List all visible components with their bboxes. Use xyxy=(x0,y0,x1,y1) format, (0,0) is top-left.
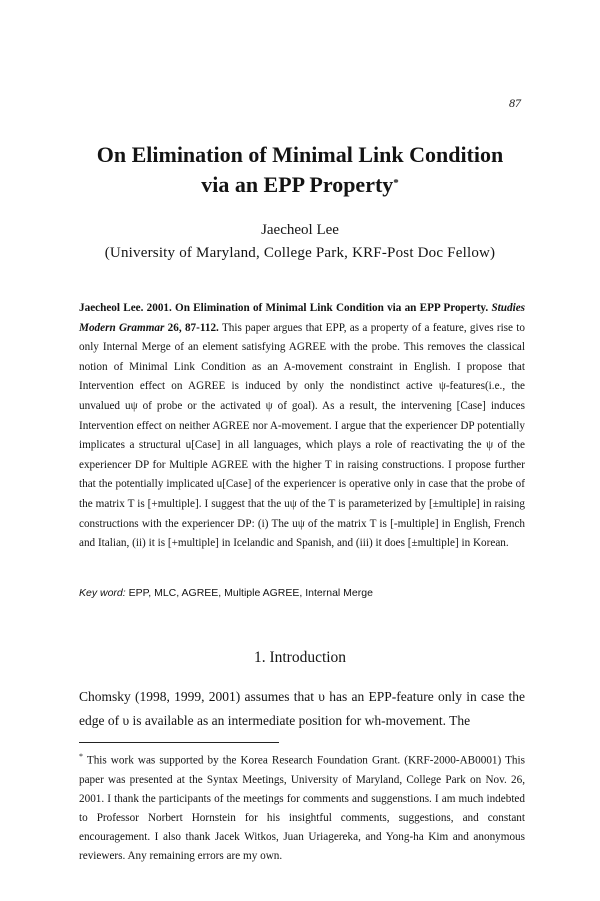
footnote-mark: * xyxy=(79,752,83,761)
intro-paragraph: Chomsky (1998, 1999, 2001) assumes that υ has an EPP-feature only in case the edge of υ is available as an intermediate position for wh-movement. The xyxy=(79,689,525,728)
author-name: Jaecheol Lee xyxy=(261,222,339,238)
page-number: 87 xyxy=(509,96,521,110)
footnote xyxy=(79,747,525,866)
keywords xyxy=(79,587,525,599)
footnote-text: This work was supported by the Korea Research Foundation Grant. (KRF-2000-AB0001) This paper was presented at the Syntax Meetings, University of Maryland, College Park on Nov. 26, 2001. I thank the participants of the meetings for comments and suggenstions. I am much indebted to Professor Norbert Hornstein for his insightful comments, suggestions, and constant encouragement. I also thank Jacek Witkos, Juan Uriagereka, and Yong-ha Kim and anonymous reviewers. Any remaining errors are my own. xyxy=(79,754,525,862)
title-line-2 xyxy=(0,170,600,200)
paper-title xyxy=(0,140,600,200)
author-affiliation: (University of Maryland, College Park, KRF-Post Doc Fellow) xyxy=(104,245,496,261)
abstract xyxy=(79,299,525,554)
abstract-citation-volume: 26, 87-112. xyxy=(167,321,219,334)
abstract-citation-head: Jaecheol Lee. 2001. On Elimination of Minimal Link Condition via an EPP Property. xyxy=(79,302,489,314)
title-line-2-text: via an EPP Property xyxy=(201,172,394,197)
abstract-body: This paper argues that EPP, as a property of a feature, gives rise to only Internal Merge of an element satisfying AGREE with the probe. This removes the classical notion of Minimal Link Condition as an A-movement constraint in English. I propose that Intervention effect on AGREE is induced by only the nondistinct active ψ-features(i.e., the unvalued uψ of probe or the activated ψ of goal). As a result, the intervening [Case] induces Intervention effect on neither AGREE nor A-movement. I argue that the experiencer DP potentially implicates a structural u[Case] in all languages, which plays a role of reactivating the ψ of the experiencer DP for Multiple AGREE with the higher T in raising constructions. I propose further that the potentially implicated u[Case] of the experiencer is operative only in case that the probe of the matrix T is [+multiple]. I suggest that the uψ of the T is parameterized by [±multiple] in raising constructions with the experiencer DP: (i) The uψ of the matrix T is [-multiple] in English, French and Italian, (ii) it is [+multiple] in Icelandic and Spanish, and (iii) it does [±multiple] in Korean. xyxy=(79,321,526,550)
abstract-journal: Studies Modern Grammar xyxy=(79,302,526,334)
title-line-1: On Elimination of Minimal Link Condition xyxy=(96,142,504,167)
title-footnote-mark: * xyxy=(393,177,399,189)
keywords-label: Key word: xyxy=(79,587,126,599)
section-heading: 1. Introduction xyxy=(253,649,347,666)
footnote-divider xyxy=(79,742,279,743)
keywords-list: EPP, MLC, AGREE, Multiple AGREE, Internal Merge xyxy=(128,587,373,599)
